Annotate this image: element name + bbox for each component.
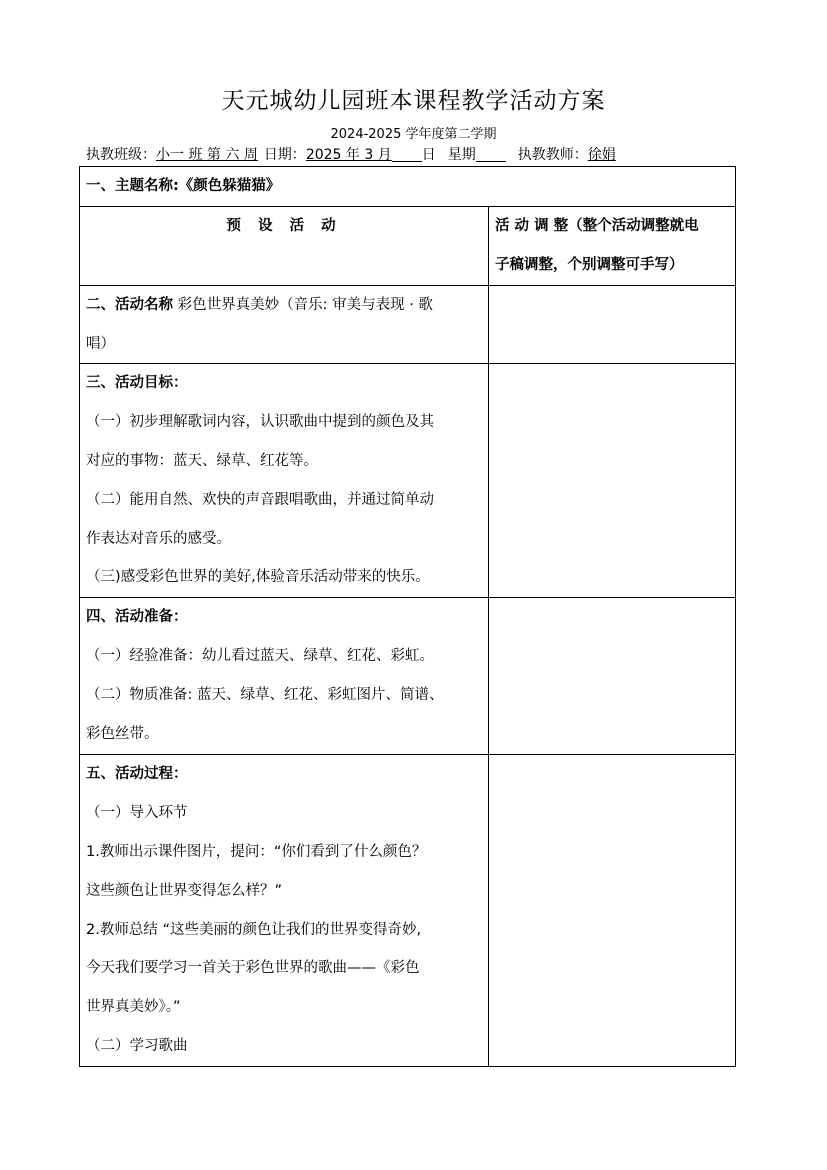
adjust-cell-process — [489, 755, 736, 1066]
year-unit: 年 — [345, 147, 360, 163]
month-unit: 月 — [377, 147, 392, 163]
process-line: 这些颜色让世界变得怎么样？” — [86, 882, 283, 899]
date-label: 日期： — [263, 147, 306, 163]
week-unit: 周 — [243, 147, 258, 163]
preset-activity-header — [80, 206, 489, 285]
goals-title: 三、活动目标： — [86, 375, 188, 392]
adjust-header-line-2: 子稿调整，个别调整可手写） — [495, 256, 684, 273]
prep-line: 彩色丝带。 — [86, 725, 159, 742]
goal-line: 作表达对音乐的感受。 — [86, 530, 231, 547]
process-line: 2.教师总结 “这些美丽的颜色让我们的世界变得奇妙, — [86, 921, 422, 938]
teacher-name: 徐娟 — [587, 147, 616, 163]
day-blank — [392, 147, 422, 162]
process-line: 今天我们要学习一首关于彩色世界的歌曲——《彩色 — [86, 960, 420, 977]
teacher-label: 执教教师： — [517, 147, 588, 163]
process-cell — [80, 755, 489, 1066]
prep-line: （二）物质准备: 蓝天、绿草、红花、彩虹图片、简谱、 — [86, 686, 444, 703]
class-value: 小一 — [156, 147, 184, 163]
week-value: 六 — [225, 147, 240, 163]
adjust-cell-goals — [489, 364, 736, 598]
weekday-label: 星期 — [447, 147, 476, 163]
activity-name-cell — [80, 285, 489, 364]
process-line: 1.教师出示课件图片，提问：“你们看到了什么颜色？ — [86, 843, 427, 860]
adjust-cell-name — [489, 285, 736, 364]
date-month: 3 — [364, 147, 374, 163]
class-unit: 班 — [188, 147, 203, 163]
adjust-header-line-1: 活 动 调 整（整个活动调整就电 — [495, 217, 699, 234]
semester-subtitle: 2024-2025 学年度第二学期 — [330, 127, 497, 142]
goal-line: （三)感受彩色世界的美好,体验音乐活动带来的快乐。 — [86, 569, 430, 586]
adjust-cell-prep — [489, 598, 736, 755]
process-line: （二）学习歌曲 — [86, 1037, 188, 1054]
day-unit: 日 — [421, 147, 436, 163]
info-line — [86, 144, 736, 164]
prep-cell — [80, 598, 489, 755]
class-label: 执教班级： — [86, 147, 156, 163]
activity-name-text: 彩色世界真美妙（音乐: 审美与表现 · 歌 — [173, 296, 433, 313]
process-line: 世界真美妙》。” — [86, 999, 181, 1016]
prep-line: （一）经验准备：幼儿看过蓝天、绿草、红花、彩虹。 — [86, 648, 434, 665]
activity-name-line-2: 唱） — [86, 335, 115, 352]
date-year: 2025 — [305, 147, 342, 163]
preset-activity-label: 预 设 活 动 — [226, 217, 342, 234]
prep-title: 四、活动准备： — [86, 609, 188, 626]
theme-name: 一、主题名称:《颜色躲猫猫》 — [86, 178, 281, 194]
process-title: 五、活动过程： — [86, 766, 188, 783]
theme-cell — [80, 167, 736, 207]
activity-name-label: 二、活动名称 — [86, 296, 173, 313]
document-title: 天元城幼儿园班本课程教学活动方案 — [221, 88, 606, 114]
activity-adjust-header — [489, 206, 736, 285]
plan-table — [79, 166, 736, 1067]
goals-cell — [80, 364, 489, 598]
goal-line: 对应的事物：蓝天、绿草、红花等。 — [86, 452, 318, 469]
goal-line: （二）能用自然、欢快的声音跟唱歌曲，并通过简单动 — [86, 491, 434, 508]
week-prefix: 第 — [206, 147, 221, 163]
weekday-blank — [476, 147, 506, 162]
process-line: （一）导入环节 — [86, 805, 188, 822]
goal-line: （一）初步理解歌词内容，认识歌曲中提到的颜色及其 — [86, 414, 434, 431]
